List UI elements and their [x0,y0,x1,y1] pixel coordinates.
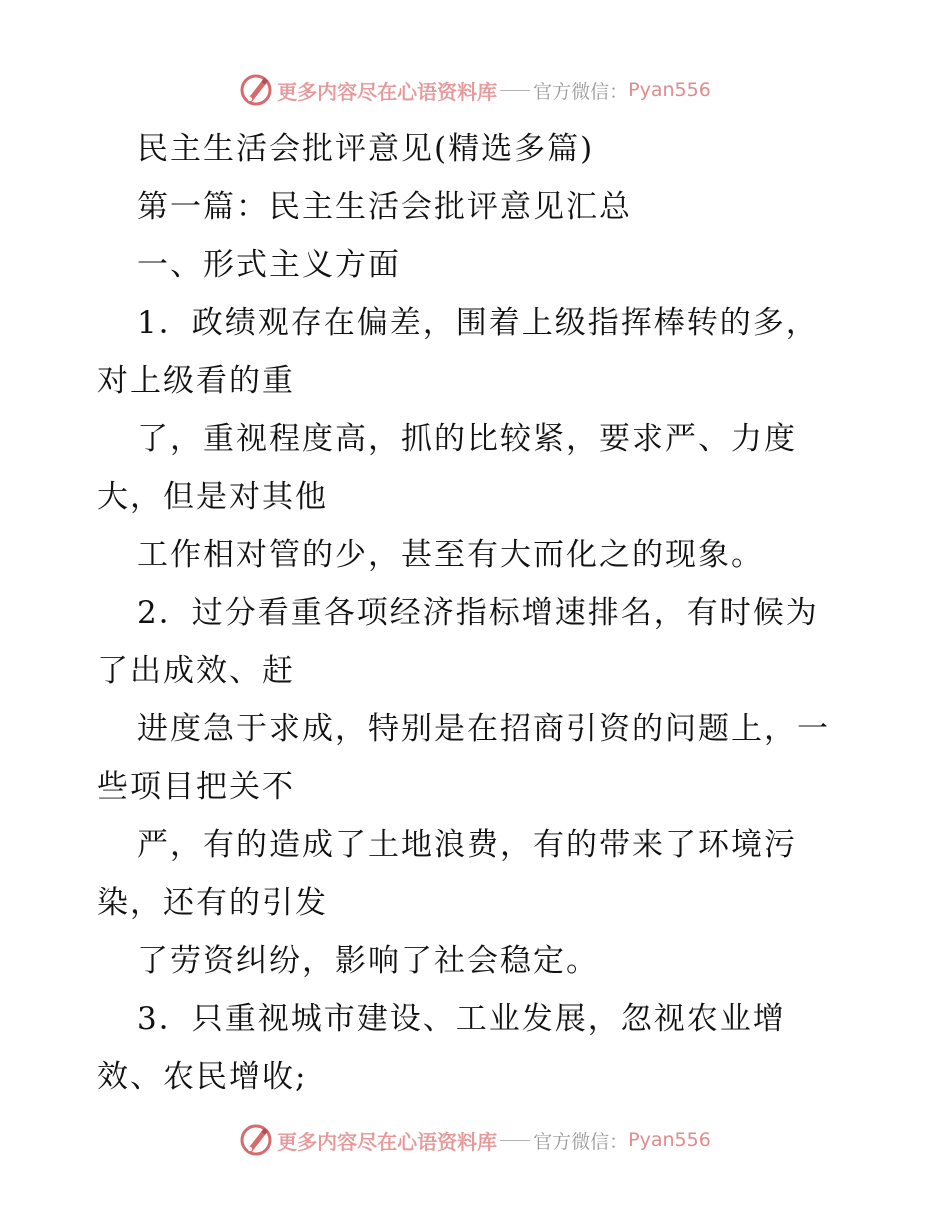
paragraph-line: 效、农民增收; [97,1059,308,1095]
paragraph-line: 些项目把关不 [97,769,295,805]
watermark-sub-text: 官方微信： [533,1130,629,1153]
watermark-wechat-id: Pyan556 [628,79,711,101]
paragraph-line: 2．过分看重各项经济指标增速排名，有时候为 [137,595,819,631]
document-title: 民主生活会批评意见(精选多篇) [137,131,595,167]
paragraph-line: 1．政绩观存在偏差，围着上级指挥棒转的多， [137,305,819,341]
subsection-heading: 一、形式主义方面 [137,247,401,283]
document-body [97,120,867,1106]
paragraph-line: 大，但是对其他 [97,479,328,515]
paragraph-line: 3．只重视城市建设、工业发展，忽视农业增 [137,1001,786,1037]
footer-watermark [0,1120,950,1160]
pen-circle-logo-icon [239,73,273,107]
watermark-sub-text: 官方微信： [533,80,629,103]
paragraph-line: 了，重视程度高，抓的比较紧，要求严、力度 [137,421,797,457]
paragraph-line: 严，有的造成了土地浪费，有的带来了环境污 [137,827,797,863]
paragraph-line: 了出成效、赶 [97,653,295,689]
pen-circle-logo-icon [239,1123,273,1157]
watermark-main-text: 更多内容尽在心语资料库 [277,79,498,104]
paragraph-line: 对上级看的重 [97,363,295,399]
paragraph-line: 染，还有的引发 [97,885,328,921]
paragraph-line: 工作相对管的少，甚至有大而化之的现象。 [137,537,764,573]
watermark-wechat-id: Pyan556 [628,1129,711,1151]
header-watermark [0,70,950,110]
watermark-dash [500,1140,530,1141]
watermark-main-text: 更多内容尽在心语资料库 [277,1129,498,1154]
paragraph-line: 了劳资纠纷，影响了社会稳定。 [137,943,599,979]
paragraph-line: 进度急于求成，特别是在招商引资的问题上，一 [137,711,830,747]
section-heading: 第一篇：民主生活会批评意见汇总 [137,189,632,225]
watermark-dash [500,90,530,91]
